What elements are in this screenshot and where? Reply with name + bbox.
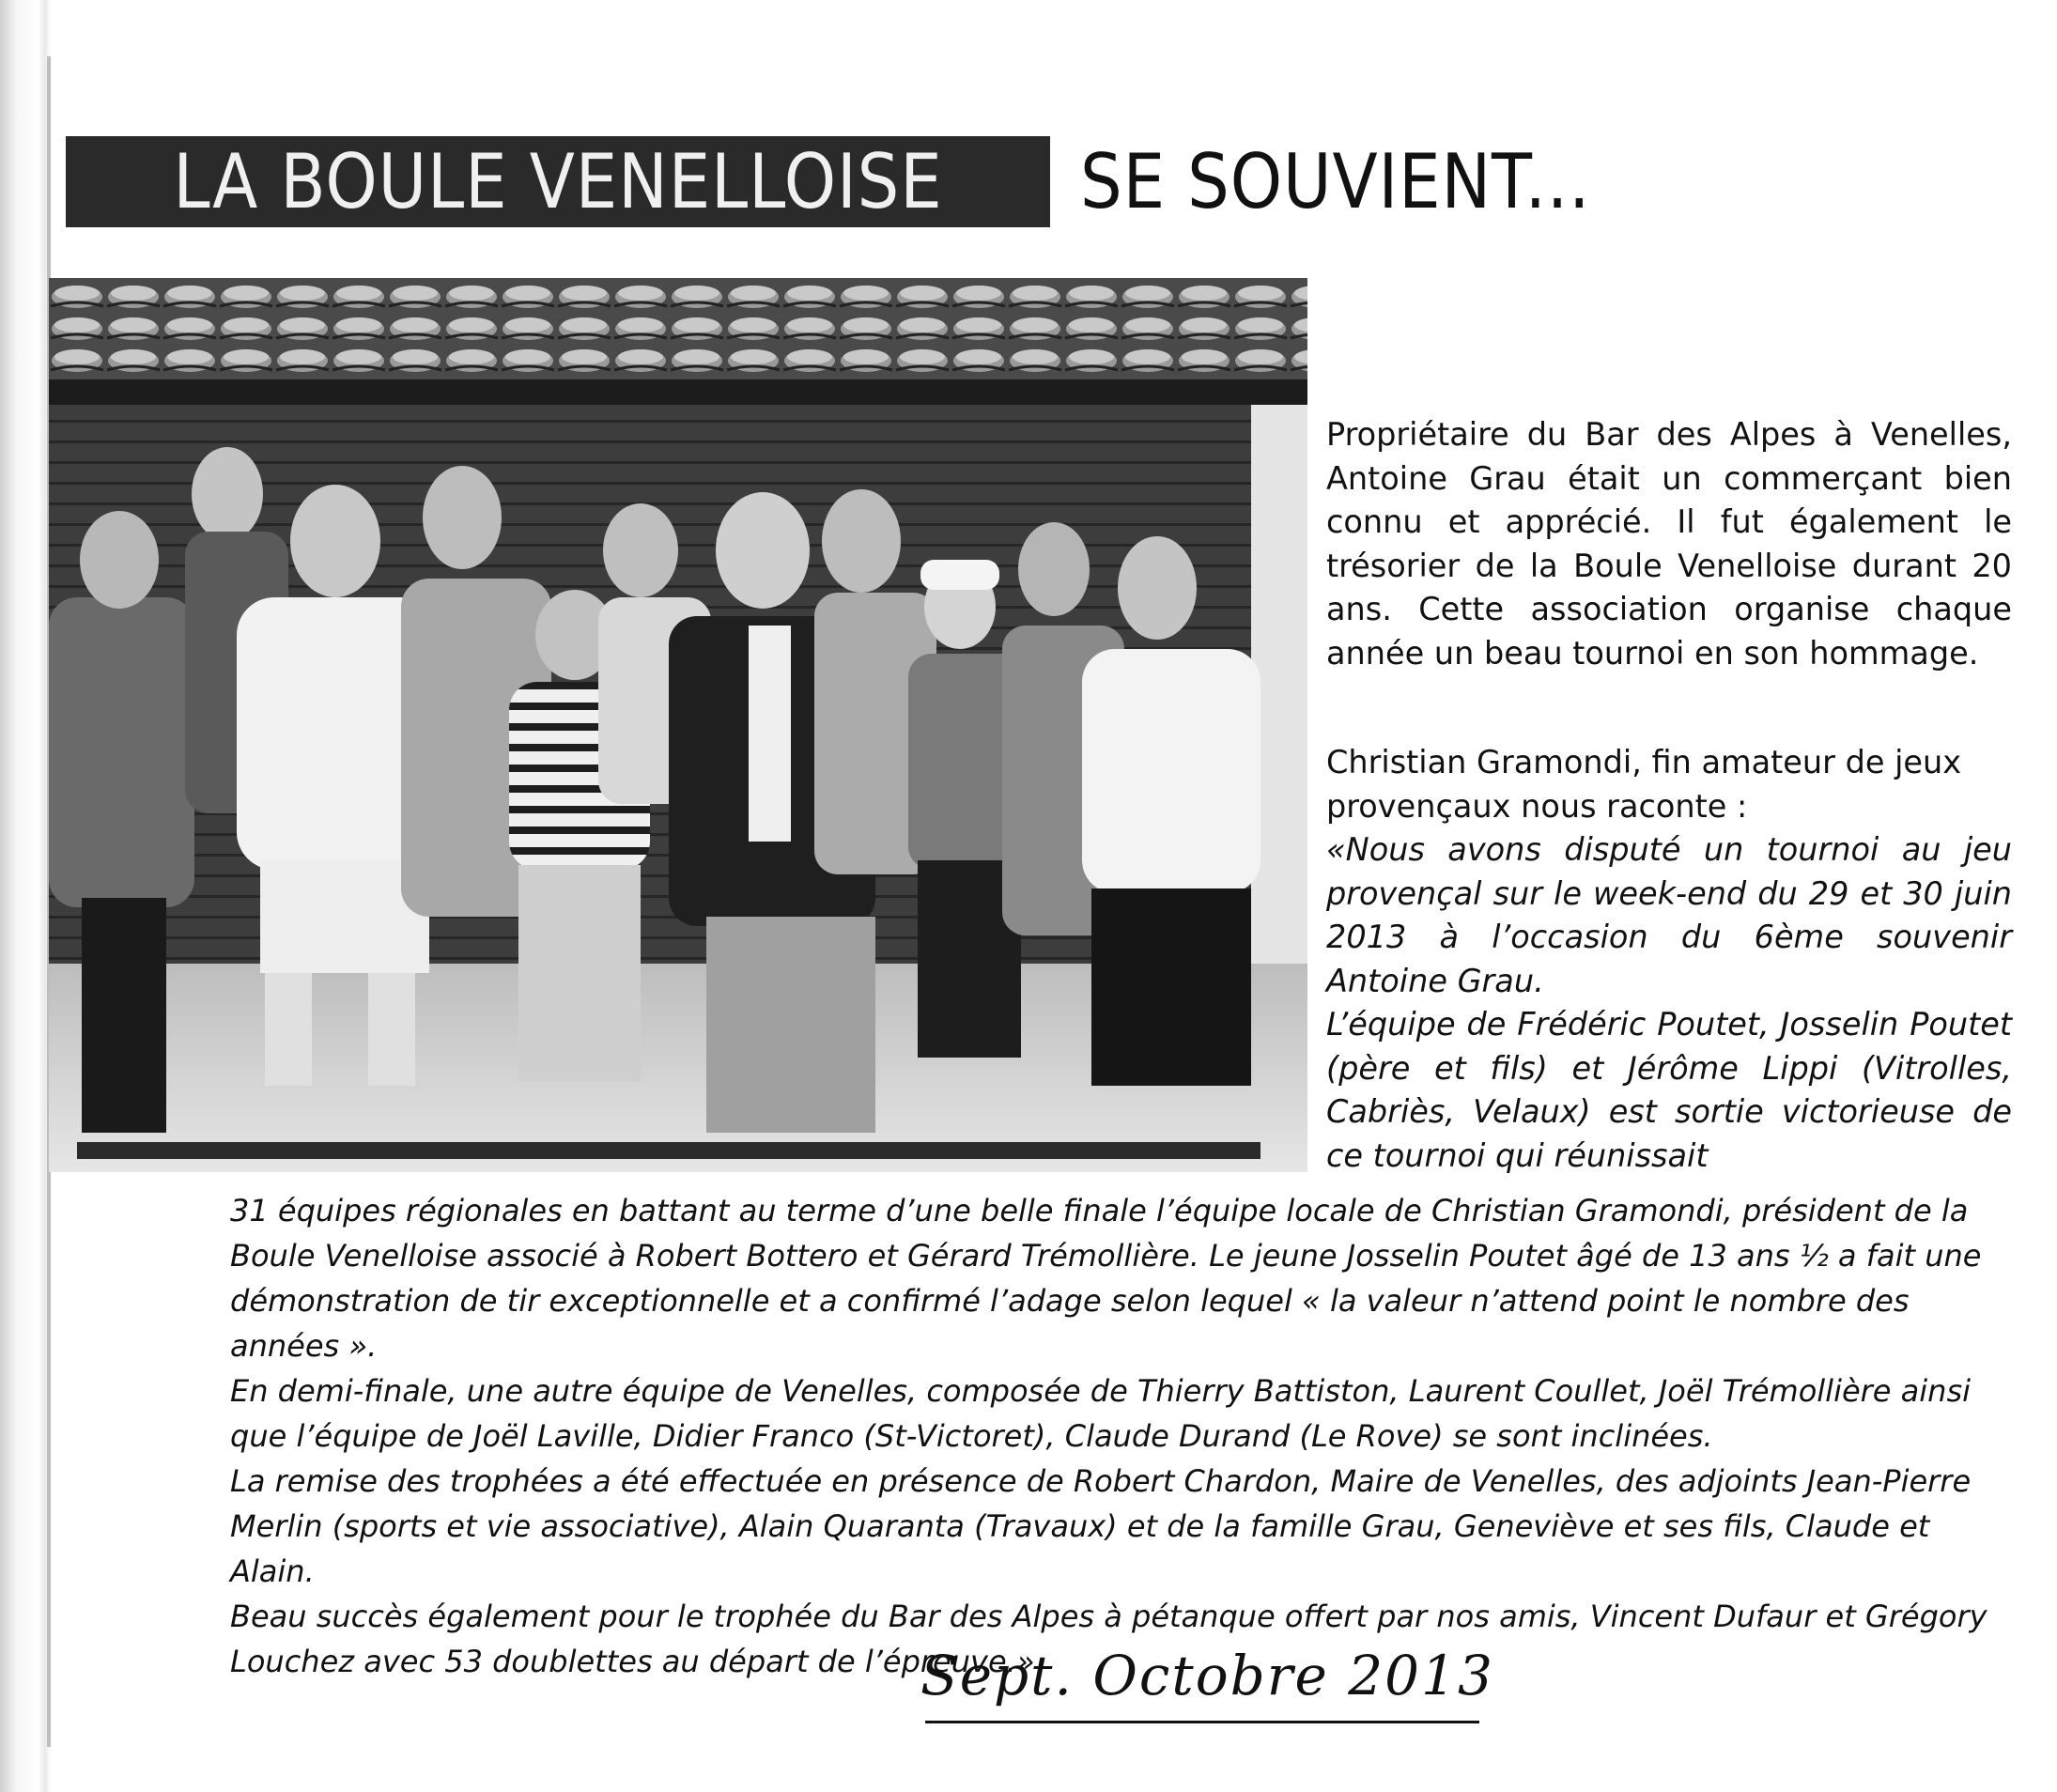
body-text bbox=[230, 1188, 2013, 1684]
body-paragraph-1: 31 équipes régionales en battant au terme d’une belle finale l’équipe locale de Christian Gramondi, président de la Boule Venelloise associé à Robert Bottero et Gérard Trémollière. Le jeune Josselin Poutet âgé de 13 ans ½ a fait une démonstration de tir exceptionnelle et a confirmé l’adage selon lequel « la valeur n’attend point le nombre des années ». bbox=[230, 1193, 1982, 1364]
quote-paragraph-2: L’équipe de Frédéric Poutet, Josselin Poutet (père et fils) et Jérôme Lippi (Vitrolles, Cabriès, Velaux) est sortie victorieuse de ce tournoi qui réunissait bbox=[1326, 1006, 2012, 1174]
intro-paragraph-1: Propriétaire du Bar des Alpes à Venelles, Antoine Grau était un commerçant bien connu et apprécié. Il fut également le trésorier de la Boule Venelloise durant 20 ans. Cette association organise chaque année un beau tournoi en son hommage. bbox=[1326, 416, 2012, 672]
body-paragraph-4: Beau succès également pour le trophée du Bar des Alpes à pétanque offert par nos amis, Vincent Dufaur et Grégory Louchez avec 53 doublettes au départ de l’épreuve.» bbox=[230, 1599, 1987, 1679]
quote-paragraph-1: «Nous avons disputé un tournoi au jeu provençal sur le week-end du 29 et 30 juin 2013 à l’occasion du 6ème souvenir Antoine Grau. bbox=[1326, 831, 2012, 999]
body-paragraph-3: La remise des trophées a été effectuée en présence de Robert Chardon, Maire de Venelles, des adjoints Jean-Pierre Merlin (sports et vie associative), Alain Quaranta (Travaux) et de la famille Grau, Geneviève et ses fils, Claude et Alain. bbox=[230, 1463, 1972, 1589]
scan-page-edge bbox=[0, 0, 51, 1792]
headline-dark-part: LA BOULE VENELLOISE bbox=[173, 138, 943, 225]
group-photo bbox=[49, 278, 1307, 1172]
handwritten-underline bbox=[925, 1721, 1479, 1723]
intro-column bbox=[1326, 413, 2012, 1178]
handwritten-date: Sept. Octobre 2013 bbox=[920, 1644, 1494, 1707]
headline-highlight bbox=[66, 136, 1050, 227]
intro-paragraph-2: Christian Gramondi, fin amateur de jeux provençaux nous raconte : bbox=[1326, 744, 1962, 825]
headline-light-part: SE SOUVIENT... bbox=[1080, 138, 1591, 225]
body-paragraph-2: En demi-finale, une autre équipe de Venelles, composée de Thierry Battiston, Laurent Coullet, Joël Trémollière ainsi que l’équipe de Joël Laville, Didier Franco (St-Victoret), Claude Durand (Le Rove) se sont inclinées. bbox=[230, 1373, 1971, 1454]
